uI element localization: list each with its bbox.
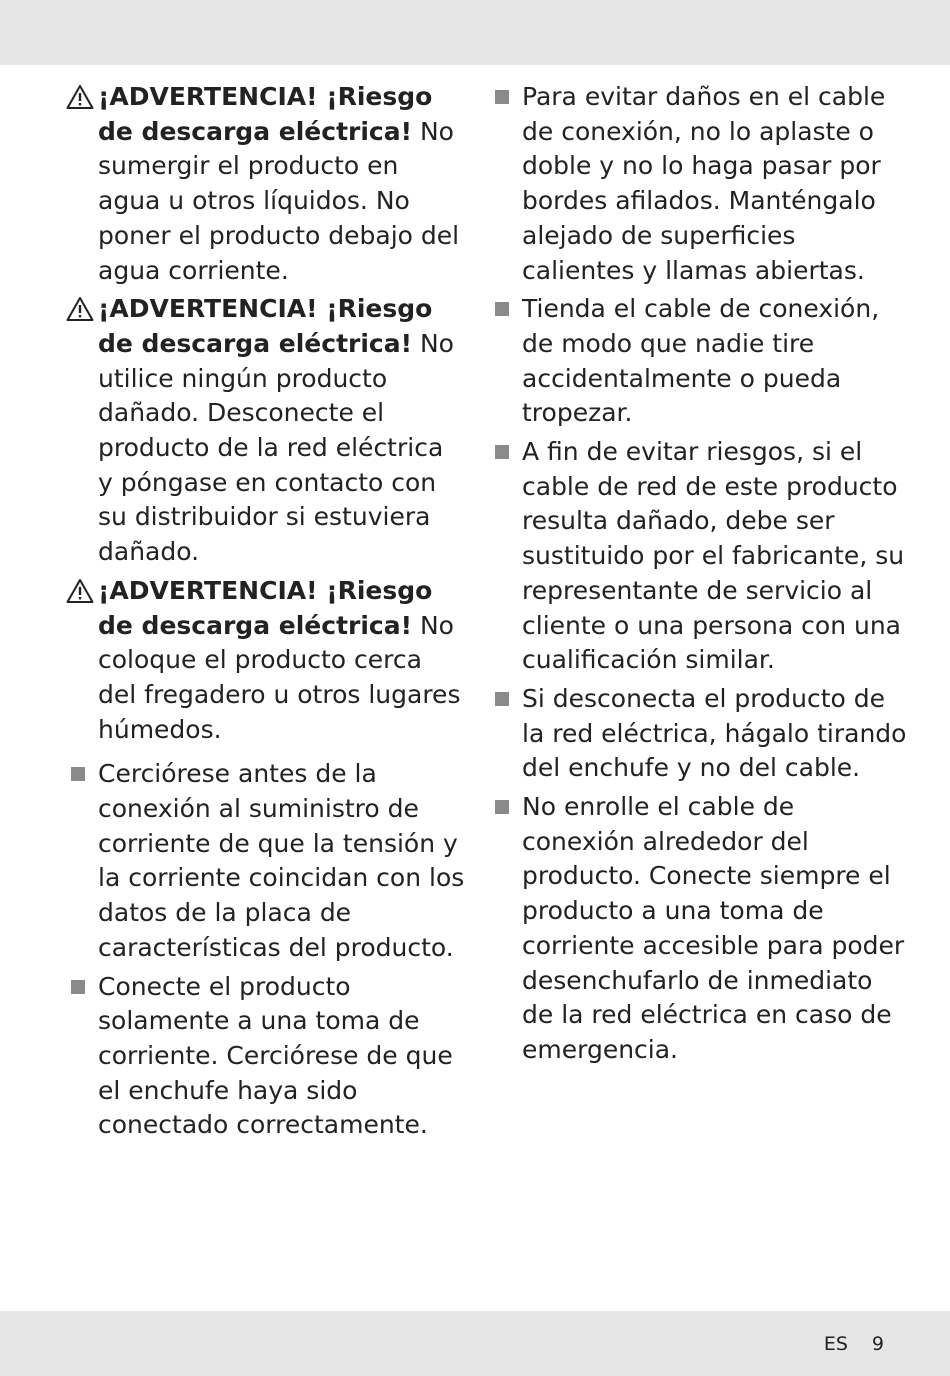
- list-item: [490, 682, 910, 786]
- list-item: [66, 757, 466, 965]
- list-item-text: No enrolle el cable de conexión alrededor del producto. Conecte siempre el producto a una toma de corriente accesible para poder desenchufarlo de inmediato de la red eléctrica en caso de emergencia.: [522, 792, 905, 1064]
- page-number: 9: [871, 1333, 884, 1355]
- left-column: [66, 80, 466, 1147]
- list-item: [490, 292, 910, 431]
- warning-triangle-icon: [66, 296, 94, 322]
- warning-item: [66, 574, 466, 748]
- language-code: ES: [823, 1333, 848, 1355]
- square-bullet-icon: [495, 90, 509, 104]
- list-item: [66, 970, 466, 1144]
- warning-triangle-icon: [66, 578, 94, 604]
- warning-heading: ¡ADVERTENCIA! ¡Riesgo de descarga eléctrica!: [98, 82, 433, 146]
- list-item: [490, 790, 910, 1068]
- header-band: [0, 0, 950, 65]
- list-item-text: Si desconecta el producto de la red eléctrica, hágalo tirando del enchufe y no del cable.: [522, 683, 907, 783]
- warning-item: [66, 292, 466, 570]
- warning-heading: ¡ADVERTENCIA! ¡Riesgo de descarga eléctrica!: [98, 575, 433, 640]
- square-bullet-icon: [495, 445, 509, 459]
- warning-item: [66, 80, 466, 288]
- square-bullet-icon: [495, 302, 509, 316]
- warning-heading: ¡ADVERTENCIA! ¡Riesgo de descarga eléctrica!: [98, 294, 433, 358]
- square-bullet-icon: [495, 800, 509, 814]
- square-bullet-icon: [495, 692, 509, 706]
- list-item-text: Conecte el producto solamente a una toma de corriente. Cerciórese de que el enchufe haya sido conectado correctamente.: [98, 971, 453, 1140]
- list-item-text: Para evitar daños en el cable de conexión, no lo aplaste o doble y no lo haga pasar por bordes afilados. Manténgalo alejado de superficies calientes y llamas abiertas.: [522, 82, 886, 285]
- square-bullet-icon: [71, 767, 85, 781]
- right-column: [490, 80, 910, 1072]
- warning-triangle-icon: [66, 84, 94, 110]
- page-footer: [800, 1331, 884, 1357]
- square-bullet-icon: [71, 980, 85, 994]
- warning-text: No coloque el producto cerca del fregadero u otros lugares húmedos.: [98, 610, 461, 744]
- warning-text: No sumergir el producto en agua u otros líquidos. No poner el producto debajo del agua corriente.: [98, 116, 460, 285]
- list-item-text: Cerciórese antes de la conexión al suministro de corriente de que la tensión y la corriente coincidan con los datos de la placa de características del producto.: [98, 759, 465, 962]
- warning-text: No utilice ningún producto dañado. Desconecte el producto de la red eléctrica y póngase en contacto con su distribuidor si estuviera dañado.: [98, 328, 454, 567]
- list-item-text: Tienda el cable de conexión, de modo que nadie tire accidentalmente o pueda tropezar.: [522, 294, 880, 428]
- list-item: [490, 435, 910, 678]
- list-item: [490, 80, 910, 288]
- list-item-text: A fin de evitar riesgos, si el cable de red de este producto resulta dañado, debe ser sustituido por el fabricante, su representante de servicio al cliente o una persona con una cualificación similar.: [522, 437, 905, 675]
